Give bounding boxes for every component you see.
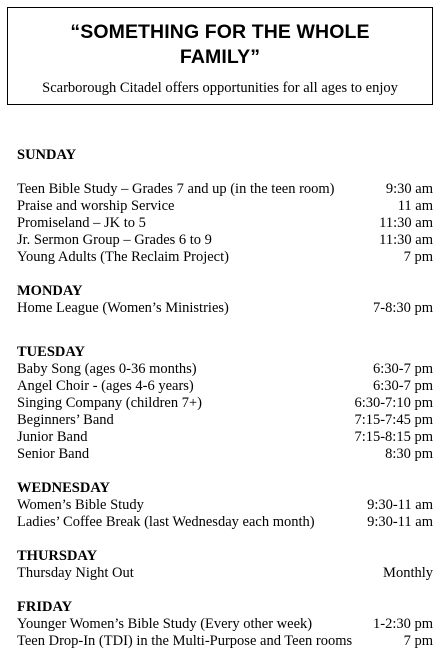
- schedule-row: [17, 565, 433, 582]
- activity-time: 11:30 am: [379, 232, 433, 248]
- activity-time: 7-8:30 pm: [372, 300, 433, 316]
- schedule-row: [17, 378, 433, 395]
- spacer: [17, 463, 433, 480]
- tuesday-list: [17, 361, 433, 463]
- schedule-row: [17, 412, 433, 429]
- day-heading-monday: MONDAY: [17, 283, 83, 299]
- thursday-list: [17, 565, 433, 582]
- activity-name: Ladies’ Coffee Break (last Wednesday each month): [17, 514, 315, 530]
- spacer: [17, 317, 433, 344]
- activity-time: 9:30-11 am: [367, 514, 433, 530]
- day-heading-tuesday: TUESDAY: [17, 344, 85, 360]
- activity-name: Baby Song (ages 0-36 months): [17, 361, 197, 377]
- activity-name: Praise and worship Service: [17, 198, 175, 214]
- activity-time: 6:30-7 pm: [372, 378, 433, 394]
- schedule-row: [17, 232, 433, 249]
- activity-name: Thursday Night Out: [17, 565, 134, 581]
- activity-name: Angel Choir - (ages 4-6 years): [17, 378, 194, 394]
- schedule-row: [17, 497, 433, 514]
- activity-name: Home League (Women’s Ministries): [17, 300, 229, 316]
- activity-time: Monthly: [383, 565, 433, 581]
- schedule-row: [17, 198, 433, 215]
- page-title: [8, 20, 432, 70]
- activity-time: 6:30-7 pm: [372, 361, 433, 377]
- page-subtitle: Scarborough Citadel offers opportunities for all ages to enjoy: [42, 80, 398, 96]
- activity-name: Beginners’ Band: [17, 412, 114, 428]
- friday-list: [17, 616, 433, 650]
- header-box: [7, 7, 433, 105]
- schedule-row: [17, 181, 433, 198]
- activity-name: Promiseland – JK to 5: [17, 215, 146, 231]
- spacer: [17, 531, 433, 548]
- title-line-2: FAMILY”: [179, 46, 261, 68]
- activity-time: 7:15-7:45 pm: [354, 412, 433, 428]
- schedule-row: [17, 446, 433, 463]
- sunday-list: [17, 181, 433, 266]
- activity-time: 9:30-11 am: [367, 497, 433, 513]
- activity-name: Junior Band: [17, 429, 88, 445]
- activity-time: 1-2:30 pm: [372, 616, 433, 632]
- activity-time: 9:30 am: [385, 181, 433, 197]
- day-heading-sunday: SUNDAY: [17, 147, 77, 163]
- schedule-row: [17, 616, 433, 633]
- schedule-row: [17, 249, 433, 266]
- title-line-1: “SOMETHING FOR THE WHOLE: [70, 21, 370, 43]
- activity-time: 11 am: [397, 198, 433, 214]
- weekly-schedule: [17, 147, 433, 650]
- schedule-row: [17, 514, 433, 531]
- schedule-row: [17, 429, 433, 446]
- schedule-row: [17, 395, 433, 412]
- day-heading-thursday: THURSDAY: [17, 548, 98, 564]
- activity-name: Jr. Sermon Group – Grades 6 to 9: [17, 232, 212, 248]
- spacer: [17, 582, 433, 599]
- activity-name: Singing Company (children 7+): [17, 395, 202, 411]
- activity-time: 7:15-8:15 pm: [354, 429, 433, 445]
- activity-time: 7 pm: [403, 633, 433, 649]
- day-heading-friday: FRIDAY: [17, 599, 73, 615]
- spacer: [17, 266, 433, 283]
- schedule-row: [17, 300, 433, 317]
- day-heading-wednesday: WEDNESDAY: [17, 480, 110, 496]
- activity-time: 8:30 pm: [385, 446, 433, 462]
- activity-name: Young Adults (The Reclaim Project): [17, 249, 229, 265]
- monday-list: [17, 300, 433, 317]
- schedule-row: [17, 633, 433, 650]
- activity-name: Younger Women’s Bible Study (Every other week): [17, 616, 313, 632]
- activity-name: Senior Band: [17, 446, 90, 462]
- schedule-row: [17, 215, 433, 232]
- schedule-row: [17, 361, 433, 378]
- activity-name: Women’s Bible Study: [17, 497, 144, 513]
- activity-time: 6:30-7:10 pm: [354, 395, 433, 411]
- wednesday-list: [17, 497, 433, 531]
- activity-time: 7 pm: [403, 249, 433, 265]
- activity-name: Teen Bible Study – Grades 7 and up (in the teen room): [17, 181, 335, 197]
- activity-time: 11:30 am: [379, 215, 433, 231]
- activity-name: Teen Drop-In (TDI) in the Multi-Purpose and Teen rooms: [17, 633, 353, 649]
